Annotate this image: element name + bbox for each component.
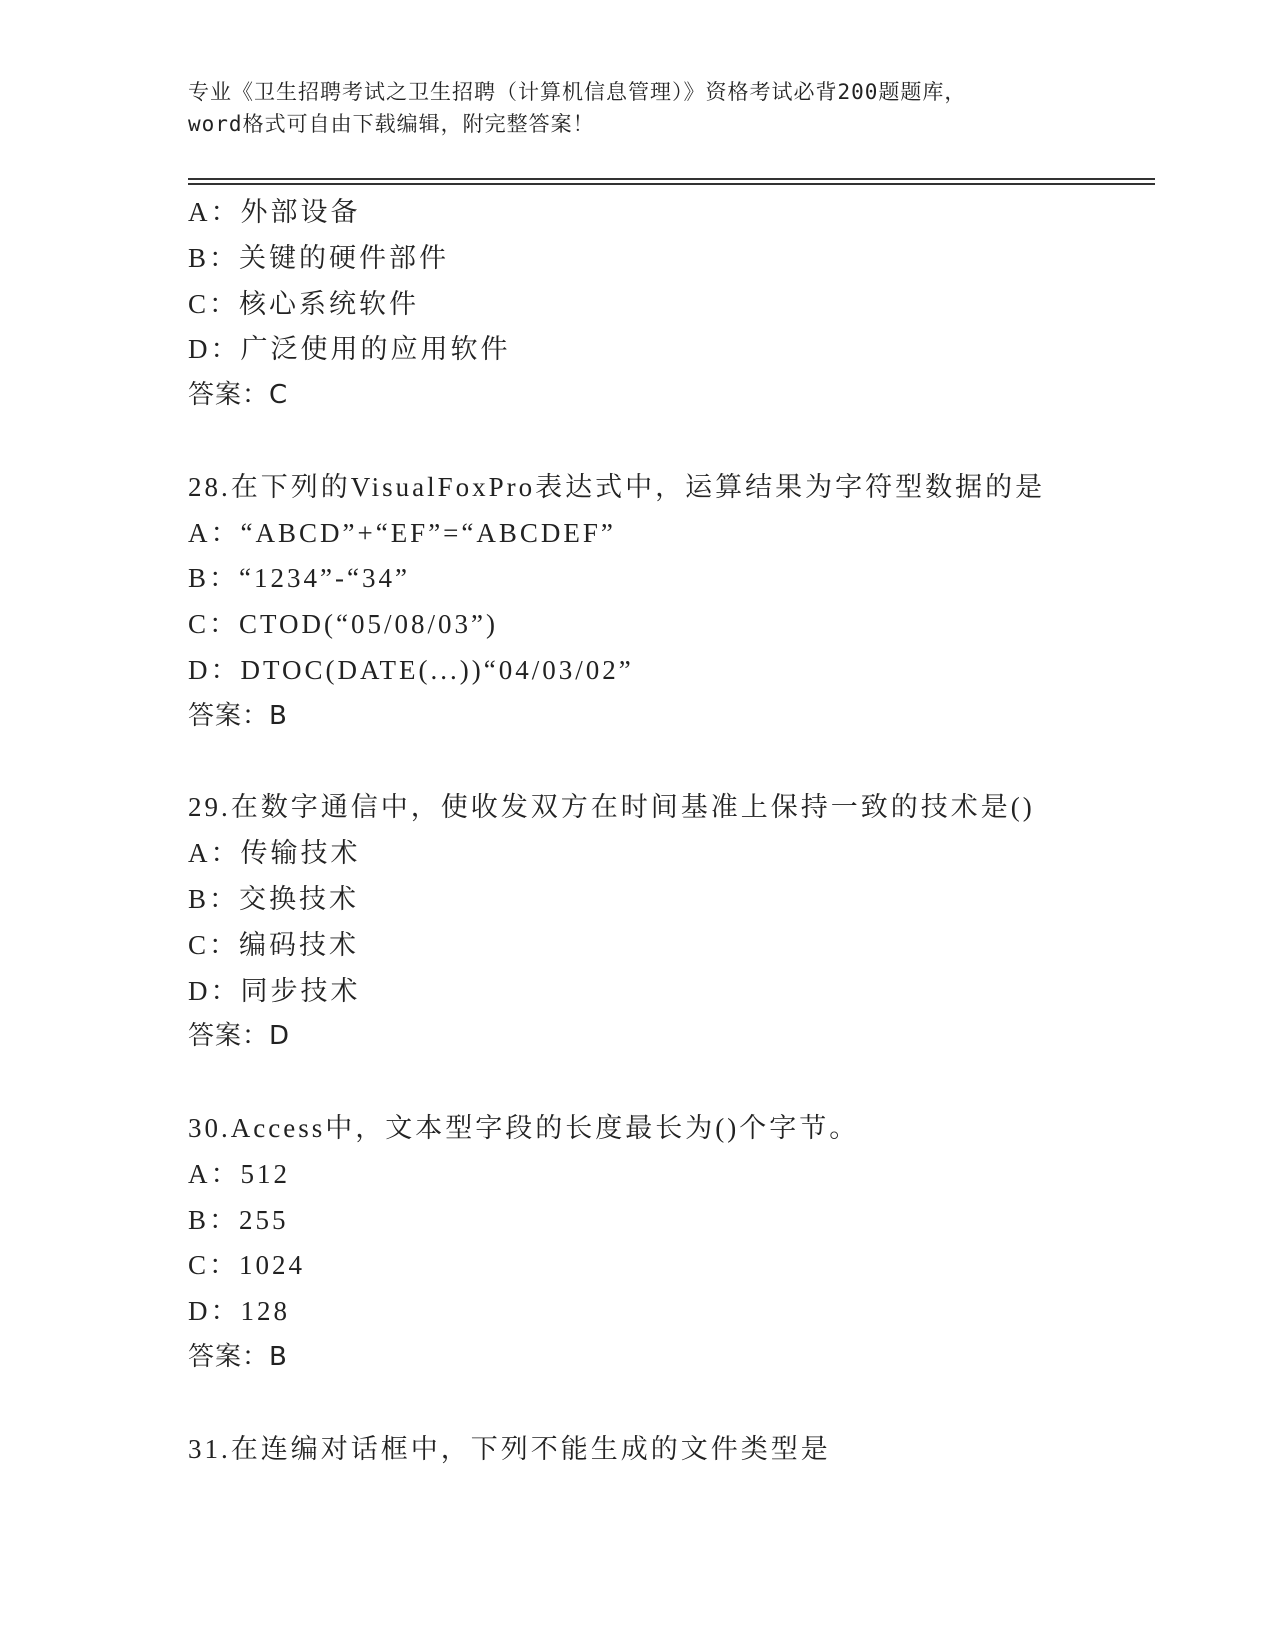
option-b: B：255 — [188, 1204, 289, 1235]
answer-line: 答案：D — [188, 1021, 291, 1052]
question-31 — [188, 1427, 1148, 1473]
option-b: B：交换技术 — [188, 883, 360, 914]
question-stem: 28.在下列的VisualFoxPro表达式中，运算结果为字符型数据的是 — [188, 471, 1046, 502]
question-28 — [188, 465, 1148, 740]
header-divider-top — [188, 178, 1155, 180]
question-30 — [188, 1106, 1148, 1381]
question-29 — [188, 785, 1148, 1060]
option-a: A：外部设备 — [188, 197, 361, 227]
option-c: C：1024 — [188, 1250, 306, 1281]
document-header — [188, 76, 1088, 140]
option-d: D：同步技术 — [188, 975, 361, 1006]
question-stem: 29.在数字通信中，使收发双方在时间基准上保持一致的技术是() — [188, 792, 1035, 823]
option-c: C：编码技术 — [188, 929, 360, 960]
option-b: B：“1234”-“34” — [188, 563, 410, 594]
question-stem: 31.在连编对话框中，下列不能生成的文件类型是 — [188, 1433, 831, 1464]
question-27-continued — [188, 190, 1148, 419]
header-divider-bottom — [188, 183, 1155, 185]
option-a: A：512 — [188, 1158, 290, 1189]
header-line-1: 专业《卫生招聘考试之卫生招聘（计算机信息管理）》资格考试必背200题题库， — [188, 80, 967, 104]
option-d: D：DTOC(DATE(...))“04/03/02” — [188, 654, 634, 685]
answer-line: 答案：C — [188, 380, 289, 411]
option-c: C：核心系统软件 — [188, 288, 420, 319]
question-stem: 30.Access中，文本型字段的长度最长为()个字节。 — [188, 1112, 860, 1143]
option-a: A：传输技术 — [188, 838, 361, 869]
answer-line: 答案：B — [188, 1341, 288, 1372]
header-line-2: word格式可自由下载编辑，附完整答案！ — [188, 112, 595, 136]
option-d: D：128 — [188, 1296, 290, 1327]
answer-line: 答案：B — [188, 700, 288, 731]
option-b: B：关键的硬件部件 — [188, 242, 450, 273]
option-d: D：广泛使用的应用软件 — [188, 334, 511, 365]
option-c: C：CTOD(“05/08/03”) — [188, 609, 498, 640]
option-a: A：“ABCD”+“EF”=“ABCDEF” — [188, 517, 616, 548]
question-list — [188, 190, 1148, 1472]
